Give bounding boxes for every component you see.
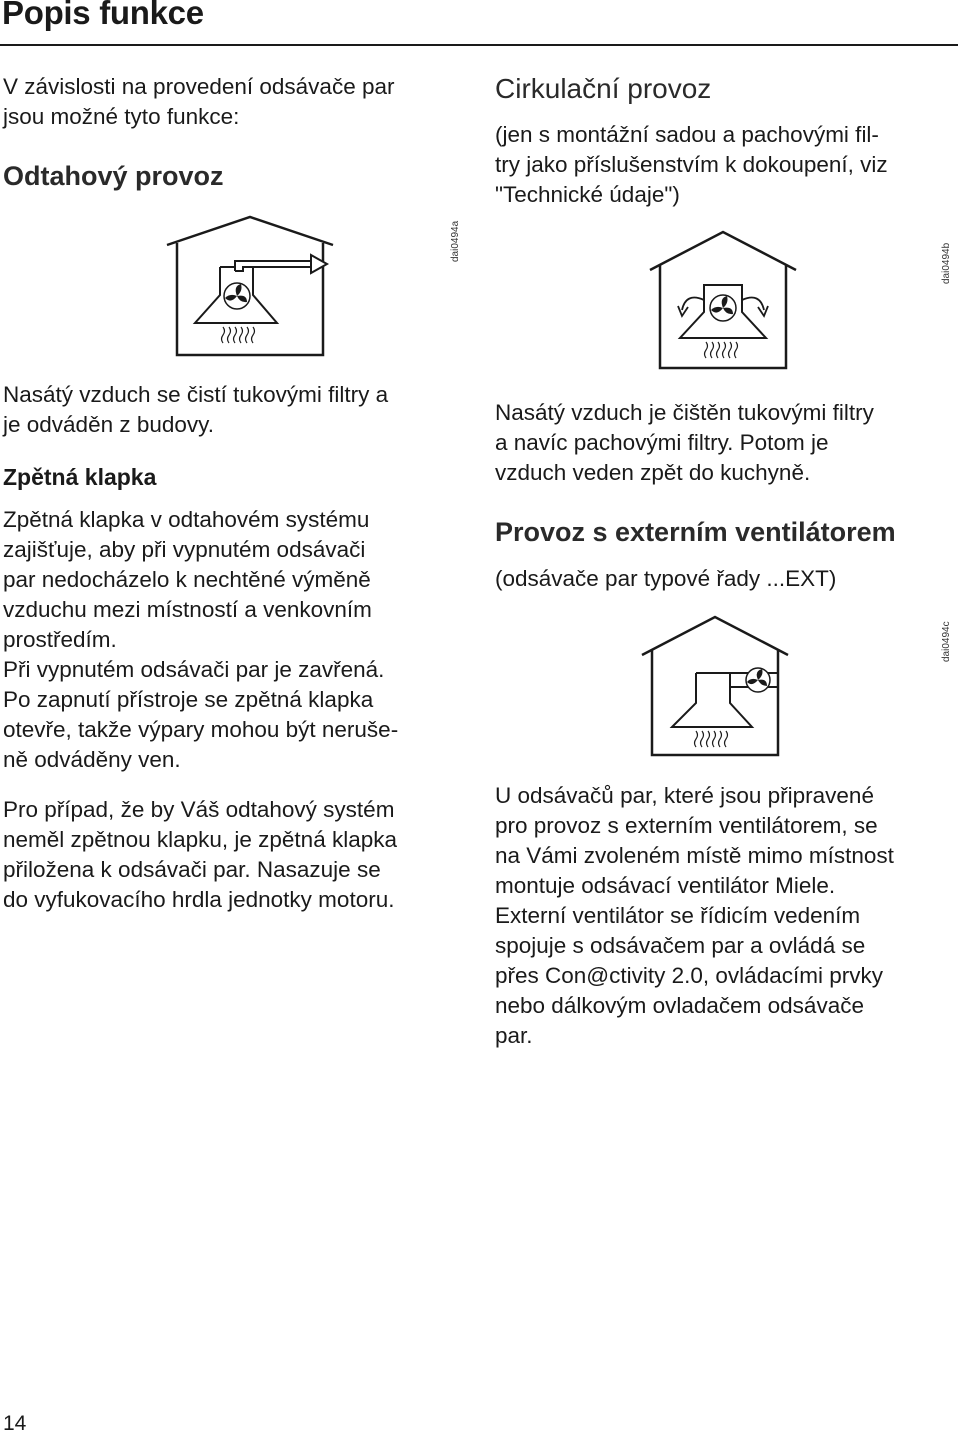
cv-line: prostředím. (3, 627, 117, 652)
ext-line: nebo dálkovým ovladačem odsávače (495, 993, 864, 1018)
recirculation-description (495, 398, 955, 488)
ext-line: Externí ventilátor se řídicím vedením (495, 903, 861, 928)
recirc-line: Nasátý vzduch je čištěn tukovými filtry (495, 400, 874, 425)
fan-icon (746, 668, 770, 692)
section-title-external-fan: Provoz s externím ventilátorem (495, 517, 896, 547)
fan-icon (710, 295, 736, 321)
note-line: (jen s montážní sadou a pachovými fil- (495, 122, 879, 147)
airflow-arrow-icon (235, 255, 327, 273)
exhaust-description (3, 380, 463, 440)
cv2-line: Pro případ, že by Váš odtahový systém (3, 797, 395, 822)
cv-line: par nedocházelo k nechtěné výměně (3, 567, 371, 592)
cv-line: Při vypnutém odsávači par je zavřená. (3, 657, 385, 682)
cv2-line: přiložena k odsávači par. Nasazuje se (3, 857, 381, 882)
ext-line: spojuje s odsávačem par a ovládá se (495, 933, 866, 958)
check-valve-paragraph-1 (3, 505, 463, 775)
cv-line: ně odváděny ven. (3, 747, 181, 772)
intro-text (3, 72, 463, 132)
figure-exhaust-mode (165, 215, 335, 357)
steam-icon (695, 731, 728, 747)
recirc-line: vzduch veden zpět do kuchyně. (495, 460, 811, 485)
figure-code-b: dai0494b (941, 242, 952, 284)
ext-line: montuje odsávací ventilátor Miele. (495, 873, 836, 898)
cv-line: otevře, takže výpary mohou být neruše- (3, 717, 399, 742)
section-title-recirculation: Cirkulační provoz (495, 73, 712, 104)
ext-line: na Vámi zvoleném místě mimo místnost (495, 843, 894, 868)
page-number: 14 (3, 1412, 27, 1435)
external-fan-description (495, 781, 955, 1051)
recirculation-note (495, 120, 955, 210)
exhaust-line-1: Nasátý vzduch se čistí tukovými filtry a (3, 382, 389, 407)
steam-icon (705, 342, 738, 358)
cv-line: zajišťuje, aby při vypnutém odsávači (3, 537, 366, 562)
cv-line: vzduchu mezi místností a venkovním (3, 597, 372, 622)
figure-external-fan-mode (640, 615, 790, 757)
title-rule (0, 44, 958, 46)
check-valve-paragraph-2 (3, 795, 463, 915)
ext-line: přes Con@ctivity 2.0, ovládacími prvky (495, 963, 883, 988)
figure-code-c: dai0494c (941, 621, 952, 662)
cv2-line: do vyfukovacího hrdla jednotky motoru. (3, 887, 395, 912)
note-line: try jako příslušenstvím k dokoupení, viz (495, 152, 888, 177)
cv-line: Zpětná klapka v odtahovém systému (3, 507, 370, 532)
fan-icon (224, 283, 250, 309)
exhaust-line-2: je odváděn z budovy. (3, 412, 214, 437)
subsection-title-check-valve: Zpětná klapka (3, 464, 157, 490)
ext-line: pro provoz s externím ventilátorem, se (495, 813, 878, 838)
house-outline-icon (167, 217, 333, 355)
section-title-exhaust: Odtahový provoz (3, 161, 224, 191)
ext-line: U odsávačů par, které jsou připravené (495, 783, 874, 808)
recirc-line: a navíc pachovými filtry. Potom je (495, 430, 829, 455)
cv2-line: neměl zpětnou klapku, je zpětná klapka (3, 827, 398, 852)
cv-line: Po zapnutí přístroje se zpětná klapka (3, 687, 374, 712)
intro-line-2: jsou možné tyto funkce: (3, 104, 240, 129)
external-fan-note: (odsávače par typové řady ...EXT) (495, 566, 837, 591)
ext-line: par. (495, 1023, 533, 1048)
steam-icon (222, 327, 255, 343)
figure-code-a: dai0494a (450, 220, 461, 262)
figure-recirculation-mode (648, 230, 798, 370)
note-line: "Technické údaje") (495, 182, 680, 207)
intro-line-1: V závislosti na provedení odsávače par (3, 74, 395, 99)
page-title: Popis funkce (2, 0, 204, 31)
